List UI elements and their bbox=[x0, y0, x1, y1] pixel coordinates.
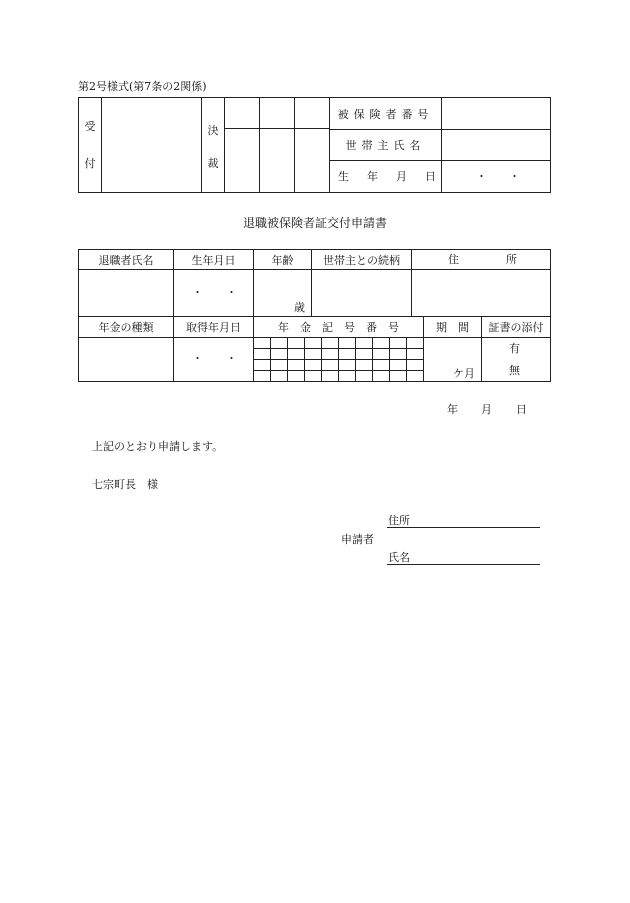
form-title: 退職被保険者証交付申請書 bbox=[242, 216, 387, 230]
header-pension-number: 年 金 記 号 番 号 bbox=[278, 321, 399, 334]
birth-label-month: 月 bbox=[396, 170, 407, 183]
applicant-address-label: 住所 bbox=[388, 514, 410, 527]
approval-char-1: 決 bbox=[207, 124, 219, 137]
period-field[interactable] bbox=[424, 338, 481, 381]
reception-char-1: 受 bbox=[84, 120, 96, 133]
header-relation: 世帯主との続柄 bbox=[323, 253, 400, 267]
age-field[interactable] bbox=[254, 270, 311, 316]
separator-dot: ・ bbox=[192, 352, 203, 365]
birth-label-day: 日 bbox=[425, 170, 436, 183]
approval-char-2: 裁 bbox=[207, 157, 219, 170]
insured-number-label: 被保険者番号 bbox=[337, 107, 434, 121]
header-birth-date: 生年月日 bbox=[191, 253, 236, 267]
header-period: 期 間 bbox=[436, 321, 469, 334]
pension-type-field[interactable] bbox=[79, 338, 173, 381]
header-attachment: 証書の添付 bbox=[488, 321, 544, 334]
separator-dot: ・ bbox=[226, 286, 237, 299]
separator-dot: ・ bbox=[476, 170, 487, 183]
separator-dot: ・ bbox=[226, 352, 237, 365]
address-field[interactable] bbox=[412, 270, 550, 316]
birth-date-field[interactable] bbox=[442, 161, 550, 191]
date-day-label: 日 bbox=[516, 403, 527, 416]
relation-field[interactable] bbox=[312, 270, 411, 316]
birth-label-year: 年 bbox=[367, 170, 378, 183]
header-address-2: 所 bbox=[506, 253, 517, 266]
birth-label-char: 生 bbox=[338, 170, 349, 183]
attachment-no-option[interactable]: 無 bbox=[509, 364, 520, 377]
separator-dot: ・ bbox=[509, 170, 520, 183]
header-retiree-name: 退職者氏名 bbox=[98, 253, 154, 267]
header-age: 年齢 bbox=[271, 253, 294, 267]
head-of-household-label: 世帯主氏名 bbox=[345, 139, 426, 152]
head-of-household-field[interactable] bbox=[442, 130, 550, 159]
application-statement: 上記のとおり申請します。 bbox=[92, 440, 224, 453]
months-unit: ケ月 bbox=[453, 367, 475, 380]
header-pension-type: 年金の種類 bbox=[98, 321, 154, 334]
applicant-name-label: 氏名 bbox=[388, 551, 410, 564]
header-acquired-date: 取得年月日 bbox=[186, 321, 241, 334]
applicant-label: 申請者 bbox=[341, 533, 374, 546]
header-address-1: 住 bbox=[448, 253, 459, 266]
birth-date-field[interactable] bbox=[174, 270, 253, 316]
date-month-label: 月 bbox=[481, 403, 492, 416]
applicant-name-field[interactable] bbox=[412, 549, 539, 564]
reception-char-2: 付 bbox=[84, 157, 96, 170]
applicant-address-field[interactable] bbox=[412, 512, 539, 527]
date-year-label: 年 bbox=[447, 403, 458, 416]
separator-dot: ・ bbox=[192, 286, 203, 299]
acquired-date-field[interactable] bbox=[174, 338, 253, 381]
attachment-yes-option[interactable]: 有 bbox=[509, 342, 520, 355]
age-unit: 歳 bbox=[294, 301, 305, 314]
addressee: 七宗町長 様 bbox=[92, 478, 158, 491]
retiree-name-field[interactable] bbox=[79, 270, 173, 316]
insured-number-field[interactable] bbox=[442, 99, 550, 128]
pension-number-grid[interactable] bbox=[254, 338, 423, 381]
form-number: 第2号様式(第7条の2関係) bbox=[78, 80, 207, 93]
